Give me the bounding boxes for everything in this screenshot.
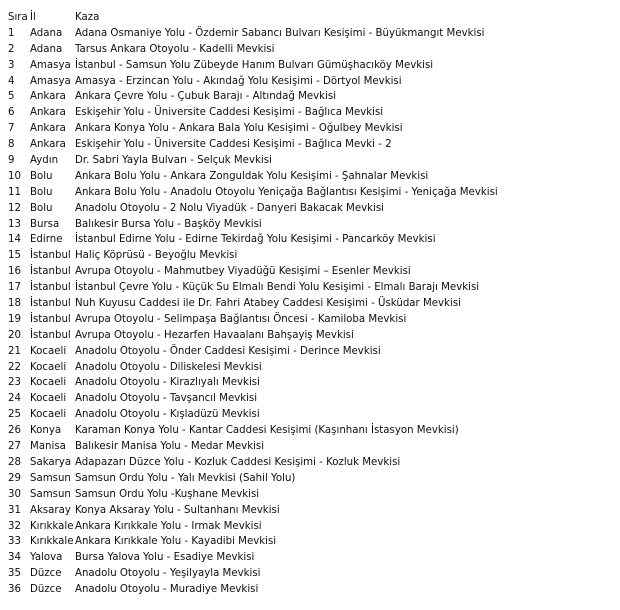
row-kaza: Anadolu Otoyolu - Yeşilyayla Mevkisi — [75, 568, 261, 580]
row-kaza: Ankara Bolu Yolu - Ankara Zonguldak Yolu Kesişimi - Şahnalar Mevkisi — [75, 170, 429, 182]
row-il: Kocaeli — [30, 377, 67, 389]
row-number: 21 — [8, 345, 21, 357]
header-sira: Sıra — [8, 12, 28, 23]
row-il: İstanbul — [30, 313, 71, 325]
row-number: 29 — [8, 472, 21, 484]
row-il: Kocaeli — [30, 361, 67, 373]
row-number: 10 — [8, 170, 21, 182]
row-il: Aydın — [30, 155, 59, 167]
row-kaza: Anadolu Otoyolu - Tavşancıl Mevkisi — [75, 393, 258, 405]
row-il: İstanbul — [30, 266, 71, 278]
row-number: 13 — [8, 218, 21, 230]
row-il: Edirne — [30, 234, 63, 246]
row-kaza: Anadolu Otoyolu - Diliskelesi Mevkisi — [75, 361, 262, 373]
row-number: 1 — [8, 27, 15, 39]
row-number: 35 — [8, 568, 21, 580]
row-kaza: Dr. Sabri Yayla Bulvarı - Selçuk Mevkisi — [75, 155, 272, 167]
row-number: 19 — [8, 313, 21, 325]
row-kaza: Anadolu Otoyolu - Kışladüzü Mevkisi — [75, 409, 260, 421]
row-il: Samsun — [30, 488, 71, 500]
row-number: 15 — [8, 250, 21, 262]
row-kaza: Samsun Ordu Yolu - Yalı Mevkisi (Sahil Yolu) — [75, 472, 296, 484]
row-number: 23 — [8, 377, 21, 389]
row-number: 14 — [8, 234, 21, 246]
row-il: İstanbul — [30, 329, 71, 341]
row-il: Ankara — [30, 139, 66, 151]
row-il: Adana — [30, 43, 63, 55]
row-kaza: Samsun Ordu Yolu -Kuşhane Mevkisi — [75, 488, 260, 500]
row-number: 27 — [8, 441, 21, 453]
row-number: 34 — [8, 552, 21, 564]
row-il: Düzce — [30, 584, 62, 596]
row-number: 11 — [8, 186, 21, 198]
row-il: Kocaeli — [30, 393, 67, 405]
row-number: 4 — [8, 75, 15, 87]
row-il: Manisa — [30, 441, 66, 453]
row-il: Kocaeli — [30, 409, 67, 421]
row-kaza: Balıkesir Manisa Yolu - Medar Mevkisi — [75, 441, 265, 453]
row-il: Bolu — [30, 170, 53, 182]
row-kaza: Haliç Köprüsü - Beyoğlu Mevkisi — [75, 250, 238, 262]
row-il: Konya — [30, 425, 62, 437]
row-il: Kocaeli — [30, 345, 67, 357]
row-number: 12 — [8, 202, 21, 214]
row-il: Bursa — [30, 218, 60, 230]
row-il: İstanbul — [30, 282, 71, 294]
row-kaza: Anadolu Otoyolu - Muradiye Mevkisi — [75, 584, 259, 596]
row-il: Amasya — [30, 75, 71, 87]
row-kaza: Adapazarı Düzce Yolu - Kozluk Caddesi Kesişimi - Kozluk Mevkisi — [75, 456, 401, 468]
row-kaza: İstanbul - Samsun Yolu Zübeyde Hanım Bulvarı Gümüşhacıköy Mevkisi — [75, 59, 434, 71]
row-il: Aksaray — [30, 504, 71, 516]
row-kaza: İstanbul Çevre Yolu - Küçük Su Elmalı Bendi Yolu Kesişimi - Elmalı Barajı Mevkisi — [75, 282, 480, 294]
row-kaza: Bursa Yalova Yolu - Esadiye Mevkisi — [75, 552, 255, 564]
row-kaza: Karaman Konya Yolu - Kantar Caddesi Kesişimi (Kaşınhanı İstasyon Mevkisi) — [75, 425, 459, 437]
row-il: Bolu — [30, 186, 53, 198]
row-il: Ankara — [30, 123, 66, 135]
row-kaza: Avrupa Otoyolu - Selimpaşa Bağlantısı Öncesi - Kamiloba Mevkisi — [75, 313, 407, 325]
row-number: 32 — [8, 520, 21, 532]
row-number: 28 — [8, 456, 21, 468]
row-number: 36 — [8, 584, 21, 596]
row-number: 9 — [8, 155, 15, 167]
row-kaza: Adana Osmaniye Yolu - Özdemir Sabancı Bulvarı Kesişimi - Büyükmangıt Mevkisi — [75, 27, 485, 39]
row-kaza: İstanbul Edirne Yolu - Edirne Tekirdağ Yolu Kesişimi - Pancarköy Mevkisi — [75, 234, 436, 246]
row-il: Adana — [30, 27, 63, 39]
row-number: 18 — [8, 298, 21, 310]
row-kaza: Amasya - Erzincan Yolu - Akındağ Yolu Kesişimi - Dörtyol Mevkisi — [75, 75, 402, 87]
row-il: İstanbul — [30, 250, 71, 262]
row-il: Sakarya — [30, 456, 72, 468]
row-il: Samsun — [30, 472, 71, 484]
row-kaza: Ankara Konya Yolu - Ankara Bala Yolu Kesişimi - Oğulbey Mevkisi — [75, 123, 403, 135]
row-il: Düzce — [30, 568, 62, 580]
row-kaza: Avrupa Otoyolu - Hezarfen Havaalanı Bahşayiş Mevkisi — [75, 329, 354, 341]
row-kaza: Eskişehir Yolu - Üniversite Caddesi Kesişimi - Bağlıca Mevki - 2 — [75, 139, 392, 151]
row-il: Bolu — [30, 202, 53, 214]
row-il: Ankara — [30, 91, 66, 103]
row-il: Ankara — [30, 107, 66, 119]
row-kaza: Nuh Kuyusu Caddesi ile Dr. Fahri Atabey Caddesi Kesişimi - Üsküdar Mevkisi — [75, 298, 461, 310]
row-kaza: Balıkesir Bursa Yolu - Başköy Mevkisi — [75, 218, 262, 230]
row-kaza: Ankara Bolu Yolu - Anadolu Otoyolu Yeniçağa Bağlantısı Kesişimi - Yeniçağa Mevkisi — [75, 186, 498, 198]
row-kaza: Anadolu Otoyolu - 2 Nolu Viyadük - Danyeri Bakacak Mevkisi — [75, 202, 384, 214]
row-kaza: Avrupa Otoyolu - Mahmutbey Viyadüğü Kesişimi – Esenler Mevkisi — [75, 266, 411, 278]
row-il: Yalova — [30, 552, 63, 564]
row-il: Amasya — [30, 59, 71, 71]
row-number: 7 — [8, 123, 15, 135]
row-number: 25 — [8, 409, 21, 421]
row-number: 31 — [8, 504, 21, 516]
row-kaza: Anadolu Otoyolu - Kirazlıyalı Mevkisi — [75, 377, 260, 389]
row-kaza: Ankara Kırıkkale Yolu - Kayadibi Mevkisi — [75, 536, 277, 548]
row-kaza: Ankara Kırıkkale Yolu - Irmak Mevkisi — [75, 520, 262, 532]
row-number: 3 — [8, 59, 15, 71]
row-number: 33 — [8, 536, 21, 548]
row-kaza: Konya Aksaray Yolu - Sultanhanı Mevkisi — [75, 504, 280, 516]
row-kaza: Ankara Çevre Yolu - Çubuk Barajı - Altındağ Mevkisi — [75, 91, 337, 103]
row-number: 5 — [8, 91, 15, 103]
row-number: 30 — [8, 488, 21, 500]
header-il: İl — [30, 12, 36, 23]
row-number: 2 — [8, 43, 15, 55]
row-il: Kırıkkale — [30, 536, 74, 548]
row-kaza: Anadolu Otoyolu - Önder Caddesi Kesişimi - Derince Mevkisi — [75, 345, 381, 357]
header-kaza: Kaza — [75, 12, 100, 23]
row-number: 6 — [8, 107, 15, 119]
row-il: Kırıkkale — [30, 520, 74, 532]
row-kaza: Tarsus Ankara Otoyolu - Kadelli Mevkisi — [75, 43, 275, 55]
row-number: 17 — [8, 282, 21, 294]
row-number: 20 — [8, 329, 21, 341]
row-number: 26 — [8, 425, 21, 437]
row-number: 22 — [8, 361, 21, 373]
row-number: 16 — [8, 266, 21, 278]
row-kaza: Eskişehir Yolu - Üniversite Caddesi Kesişimi - Bağlıca Mevkisi — [75, 107, 384, 119]
row-il: İstanbul — [30, 298, 71, 310]
row-number: 8 — [8, 139, 15, 151]
row-number: 24 — [8, 393, 21, 405]
